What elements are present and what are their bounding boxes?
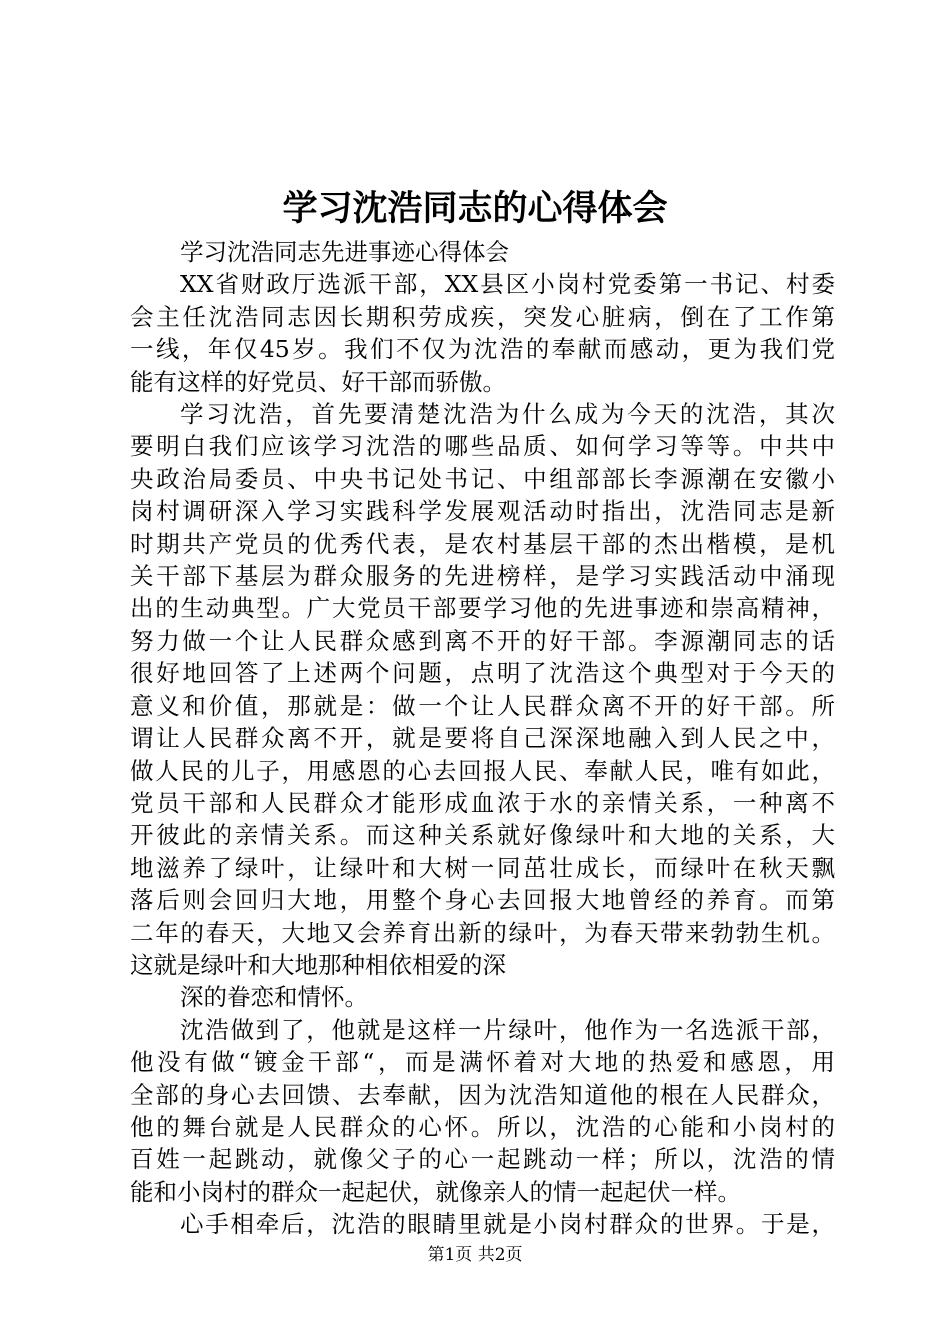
text-line: 学习沈浩同志先进事迹心得体会 <box>180 238 509 266</box>
text-line: 努力做一个让人民群众感到离不开的好干部。李源潮同志的话 <box>130 626 835 655</box>
text-line: 党员干部和人民群众才能形成血浓于水的亲情关系，一种离不 <box>130 788 835 817</box>
text-line: 岗村调研深入学习实践科学发展观活动时指出，沈浩同志是新 <box>130 497 835 526</box>
text-line: 出的生动典型。广大党员干部要学习他的先进事迹和崇高精神， <box>130 594 835 623</box>
text-line: 深的眷恋和情怀。 <box>180 983 368 1012</box>
text-line: 百姓一起跳动，就像父子的心一起跳动一样；所以，沈浩的情 <box>130 1145 835 1174</box>
text-line: 很好地回答了上述两个问题，点明了沈浩这个典型对于今天的 <box>130 659 835 688</box>
text-line: 地滋养了绿叶，让绿叶和大树一同茁壮成长，而绿叶在秋天飘 <box>130 853 835 882</box>
text-line: 心手相牵后，沈浩的眼睛里就是小岗村群众的世界。于是， <box>180 1210 835 1239</box>
text-line: 落后则会回归大地，用整个身心去回报大地曾经的养育。而第 <box>130 886 835 915</box>
text-line: 沈浩做到了，他就是这样一片绿叶，他作为一名选派干部， <box>180 1015 835 1044</box>
text-line: 开彼此的亲情关系。而这种关系就好像绿叶和大地的关系，大 <box>130 821 835 850</box>
text-line: 学习沈浩，首先要清楚沈浩为什么成为今天的沈浩，其次 <box>180 400 835 429</box>
text-line: 能有这样的好党员、好干部而骄傲。 <box>130 367 506 396</box>
text-line: 会主任沈浩同志因长期积劳成疾，突发心脏病，倒在了工作第 <box>130 302 835 331</box>
text-line: 他的舞台就是人民群众的心怀。所以，沈浩的心能和小岗村的 <box>130 1112 835 1141</box>
text-line: XX省财政厅选派干部，XX县区小岗村党委第一书记、村委 <box>180 270 835 299</box>
text-line: 关干部下基层为群众服务的先进榜样，是学习实践活动中涌现 <box>130 562 835 591</box>
text-line: 这就是绿叶和大地那种相依相爱的深 <box>130 950 506 979</box>
document-body <box>130 236 835 1241</box>
text-line: 做人民的儿子，用感恩的心去回报人民、奉献人民，唯有如此， <box>130 756 835 785</box>
text-line: 一线，年仅45岁。我们不仅为沈浩的奉献而感动，更为我们党 <box>130 335 835 364</box>
text-line: 他没有做“镀金干部“，而是满怀着对大地的热爱和感恩，用 <box>130 1048 835 1077</box>
text-line: 二年的春天，大地又会养育出新的绿叶，为春天带来勃勃生机。 <box>130 918 835 947</box>
text-line: 要明白我们应该学习沈浩的哪些品质、如何学习等等。中共中 <box>130 432 835 461</box>
page-title: 学习沈浩同志的心得体会 <box>282 188 668 229</box>
page-footer: 第1页 共2页 <box>427 1245 523 1265</box>
text-line: 全部的身心去回馈、去奉献，因为沈浩知道他的根在人民群众， <box>130 1080 835 1109</box>
text-line: 时期共产党员的优秀代表，是农村基层干部的杰出楷模，是机 <box>130 529 835 558</box>
text-line: 意义和价值，那就是：做一个让人民群众离不开的好干部。所 <box>130 691 835 720</box>
text-line: 能和小岗村的群众一起起伏，就像亲人的情一起起伏一样。 <box>130 1177 741 1206</box>
text-line: 央政治局委员、中央书记处书记、中组部部长李源潮在安徽小 <box>130 464 835 493</box>
text-line: 谓让人民群众离不开，就是要将自己深深地融入到人民之中， <box>130 724 835 753</box>
